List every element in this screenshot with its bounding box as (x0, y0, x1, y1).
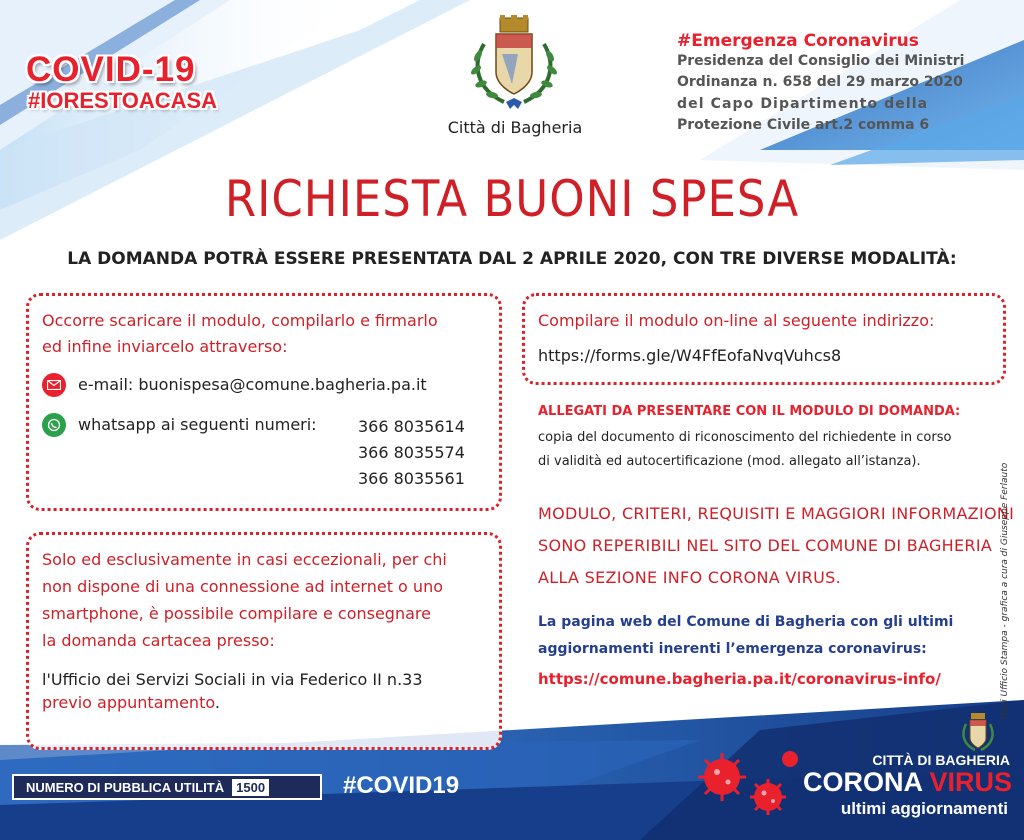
whatsapp-row (42, 412, 317, 438)
info-line: ALLA SEZIONE INFO CORONA VIRUS. (538, 568, 841, 587)
subtitle: LA DOMANDA POTRÀ ESSERE PRESENTATA DAL 2 APRILE 2020, CON TRE DIVERSE MODALITÀ: (67, 249, 957, 269)
main-title: RICHIESTA BUONI SPESA (224, 170, 800, 228)
corona-virus-title (780, 767, 1012, 798)
paper-text-line: Solo ed esclusivamente in casi eccezionali, per chi (42, 550, 447, 569)
webpage-text: La pagina web del Comune di Bagheria con gli ultimi (538, 614, 954, 630)
utility-number-banner (12, 774, 322, 800)
attachments-title: ALLEGATI DA PRESENTARE CON IL MODULO DI DOMANDA: (538, 404, 961, 419)
email-address[interactable]: e-mail: buonispesa@comune.bagheria.pa.it (78, 375, 427, 394)
online-intro: Compilare il modulo on-line al seguente indirizzo: (538, 311, 935, 330)
phone-number[interactable]: 366 8035614 (358, 417, 465, 436)
appointment-period: . (214, 693, 220, 712)
info-line: SONO REPERIBILI NEL SITO DEL COMUNE DI BAGHERIA (538, 536, 993, 555)
download-intro: ed infine inviarcelo attraverso: (42, 337, 288, 356)
virus-word: VIRUS (929, 767, 1012, 797)
webpage-link[interactable]: https://comune.bagheria.pa.it/coronavirus-info/ (538, 670, 941, 688)
paper-text-line: smartphone, è possibile compilare e consegnare (42, 604, 431, 623)
credit-text: Testi Ufficio Stampa - grafica a cura di Giuseppe Ferlauto (1000, 462, 1010, 720)
download-intro: Occorre scaricare il modulo, compilarlo e firmarlo (42, 311, 438, 330)
ordinance-line: Ordinanza n. 658 del 29 marzo 2020 (677, 74, 963, 90)
city-label: Città di Bagheria (447, 118, 583, 137)
appointment-note (42, 690, 220, 716)
mail-icon (42, 373, 66, 397)
ordinance-line: Protezione Civile art.2 comma 6 (677, 117, 930, 133)
whatsapp-label: whatsapp ai seguenti numeri: (78, 415, 317, 434)
attachments-text: copia del documento di riconoscimento del richiedente in corso (538, 430, 952, 445)
coat-of-arms-icon (462, 14, 566, 114)
coat-of-arms-icon (958, 712, 998, 754)
webpage-text: aggiornamenti inerenti l’emergenza coronavirus: (538, 641, 927, 657)
phone-number[interactable]: 366 8035574 (358, 443, 465, 462)
utility-number[interactable]: 1500 (232, 779, 269, 796)
info-line: MODULO, CRITERI, REQUISITI E MAGGIORI INFORMAZIONI (538, 504, 1015, 523)
paper-text-line: non dispone di una connessione ad internet o uno (42, 577, 443, 596)
phone-number[interactable]: 366 8035561 (358, 469, 465, 488)
paper-text-line: la domanda cartacea presso: (42, 631, 275, 650)
corona-word: CORONA (802, 767, 922, 797)
email-row (42, 372, 427, 398)
hashtag-covid19: #COVID19 (343, 772, 460, 799)
utility-label: NUMERO DI PUBBLICA UTILITÀ (26, 779, 225, 795)
emergency-title: #Emergenza Coronavirus (677, 31, 919, 51)
ordinance-line: Presidenza del Consiglio dei Ministri (677, 53, 965, 69)
office-address: l'Ufficio dei Servizi Sociali in via Federico II n.33 (42, 670, 423, 689)
ordinance-line: del Capo Dipartimento della (677, 96, 929, 112)
footer-city: CITTÀ DI BAGHERIA (872, 752, 1010, 768)
covid-hashtag: #IORESTOACASA (28, 88, 218, 113)
appointment-text: previo appuntamento (42, 693, 215, 712)
online-form-link[interactable]: https://forms.gle/W4FfEofaNvqVuhcs8 (538, 346, 842, 365)
attachments-text: di validità ed autocertificazione (mod. allegato all’istanza). (538, 454, 921, 469)
online-box (522, 293, 1006, 385)
whatsapp-icon (42, 413, 66, 437)
updates-label: ultimi aggiornamenti (840, 799, 1008, 818)
covid-title: COVID-19 (26, 50, 196, 89)
